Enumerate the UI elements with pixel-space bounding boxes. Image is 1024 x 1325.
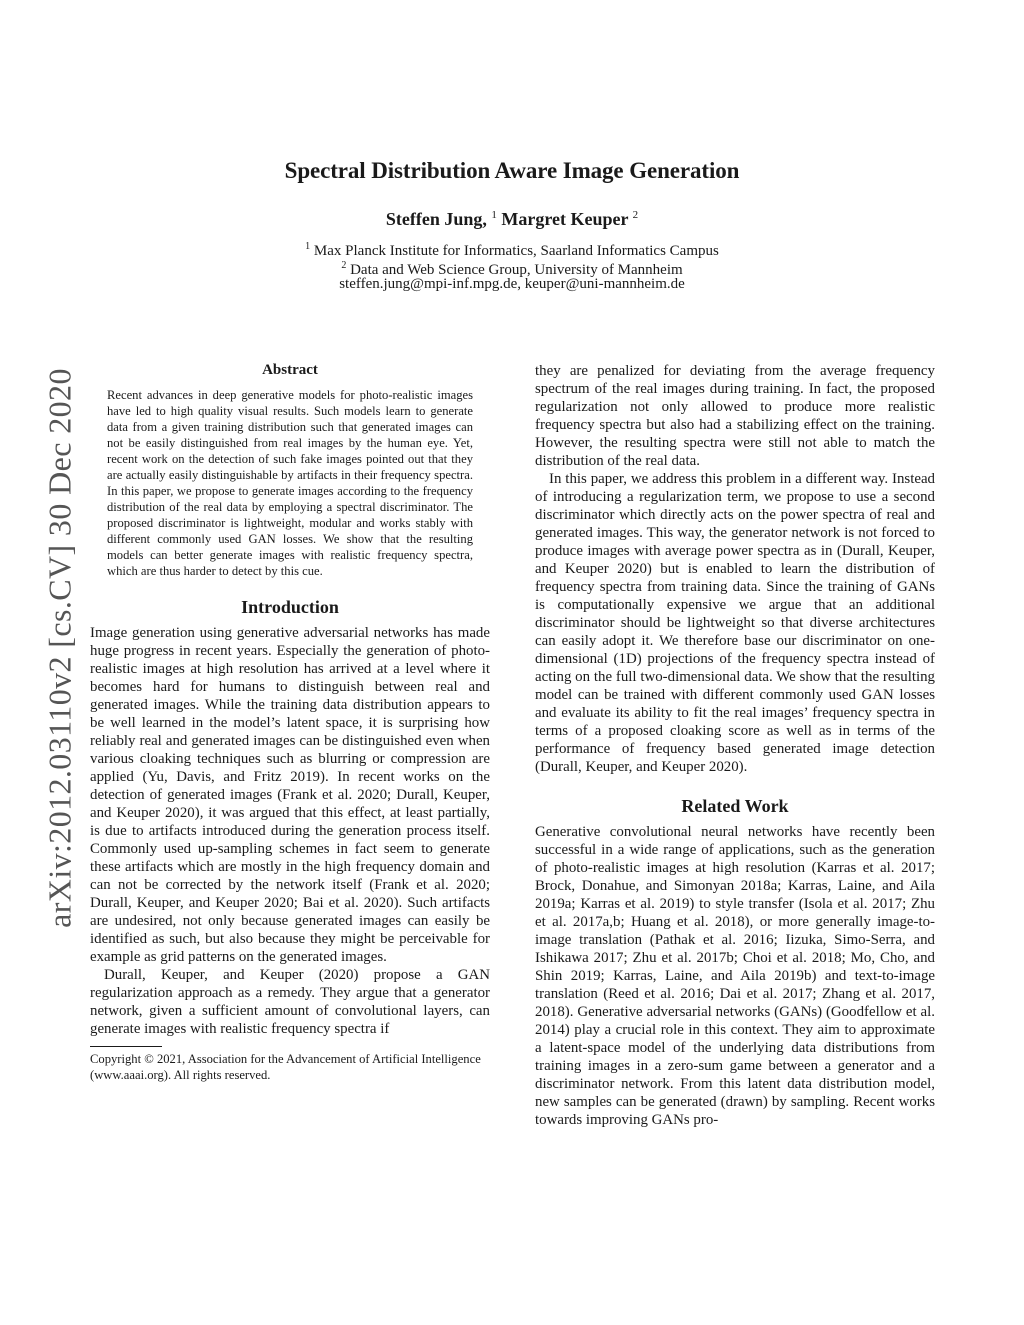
footnote-divider [90, 1046, 162, 1047]
affiliation-mark: 2 [341, 260, 347, 271]
paper-title: Spectral Distribution Aware Image Generation [284, 158, 740, 183]
right-column [535, 362, 935, 1129]
related-work-paragraph: Generative convolutional neural networks have recently been successful in a wide range of applications, such as the generation of photo-realistic images at high resolution (Karras et al. 2017; Brock, Donahue, and Simonyan 2018a; Karras, Laine, and Aila 2019a; Karras et al. 2019) to style transfer (Isola et al. 2017; Zhu et al. 2017a,b; Huang et al. 2018), or more generally image-to-image translation (Pathak et al. 2016; Iizuka, Simo-Serra, and Ishikawa 2017; Zhu et al. 2017b; Choi et al. 2018; Mo, Cho, and Shin 2019; Karras, Laine, and Aila 2019b) and text-to-image translation (Reed et al. 2016; Dai et al. 2017; Zhang et al. 2017, 2018). Generative adversarial networks (GANs) (Goodfellow et al. 2014) play a crucial role in this context. They aim to approximate a latent-space model of the underlying data distributions from training images in a zero-sum game between a generator and a discriminator network. From this latent data distribution model, new samples can be generated (drawn) by sampling. Recent works towards improving GANs pro- [535, 824, 935, 1128]
introduction-paragraph: In this paper, we address this problem in a different way. Instead of introducing a regularization term, we propose to use a second discriminator which directly acts on the power spectra of real and generated images. This way, the generator network is not forced to produce images with average power spectra as in (Durall, Keuper, and Keuper 2020) but is enabled to learn the distribution of frequency spectra from training data. Since the training of GANs is computationally expensive we argue that an additional discriminator should be lightweight so that diverse architectures can easily adopt it. We therefore base our discriminator on one-dimensional (1D) projections of the frequency spectra instead of acting on the full two-dimensional data. We show that the resulting model can be trained with different commonly used GAN losses and evaluate its ability to fit the real images’ frequency spectra in terms of a proposed cloaking score as well as in terms of the performance of frequency based generated image detection (Durall, Keuper, and Keuper 2020). [535, 471, 935, 775]
author-name: Steffen Jung, [385, 209, 487, 229]
left-column [90, 362, 490, 1083]
author-affiliation-mark: 1 [491, 209, 497, 221]
introduction-heading: Introduction [241, 597, 339, 617]
abstract-heading: Abstract [262, 362, 318, 378]
author-affiliation-mark: 2 [632, 209, 639, 221]
author-emails: steffen.jung@mpi-inf.mpg.de, keuper@uni-mannheim.de [339, 276, 685, 292]
abstract-text: Recent advances in deep generative models for photo-realistic images have led to high quality visual results. Such models learn to generate data from a given training distribution such that generated images can not be easily distinguished from real images by the human eye. Yet, recent work on the detection of such fake images pointed out that they are actually easily distinguishable by artifacts in their frequency spectra. In this paper, we propose to generate images according to the frequency distribution of the real data by employing a spectral discriminator. The proposed discriminator is lightweight, modular and works stably with different commonly used GAN losses. We show that the resulting models can better generate images with realistic frequency spectra, which are thus harder to detect by this cue. [107, 388, 473, 578]
arxiv-identifier: arXiv:2012.03110v2 [cs.CV] 30 Dec 2020 [41, 368, 78, 928]
related-work-heading: Related Work [681, 796, 789, 816]
introduction-paragraph: Image generation using generative adversarial networks has made huge progress in recent years. Especially the generation of photo-realistic images at high resolution has arrived at a level where it becomes hard for humans to distinguish between real and generated images. While the training data distribution appears to be well learned in the model’s latent space, it is surprising how reliably real and generated images can be distinguished even when various cloaking techniques such as blurring or compression are applied (Yu, Davis, and Fritz 2019). In recent works on the detection of generated images (Frank et al. 2020; Durall, Keuper, and Keuper 2020), it was argued that this effect, at least partially, is due to artifacts introduced during the generation process itself. Commonly used up-sampling schemes in fact seem to generate these artifacts which are mostly in the high frequency domain and can not be corrected by the network itself (Frank et al. 2020; Durall, Keuper, and Keuper 2020; Bai et al. 2020). Such artifacts are undesired, not only because generated images can easily be identified as such, but also because they might be perceivable for example as grid patterns on the generated images. [90, 625, 490, 965]
author-name: Margret Keuper [501, 209, 629, 229]
affiliation-text: Max Planck Institute for Informatics, Saarland Informatics Campus [313, 243, 719, 259]
affiliation-text: Data and Web Science Group, University of Mannheim [350, 262, 683, 278]
introduction-paragraph: they are penalized for deviating from the average frequency spectrum of the real images during training. In fact, the proposed regularization not only allowed to produce more realistic frequency spectra but also had a stabilizing effect on the training. However, the resulting spectra were still not able to match the distribution of the real data. [535, 363, 935, 469]
copyright-footnote: Copyright © 2021, Association for the Advancement of Artificial Intelligence (www.aaai.org). All rights reserved. [90, 1052, 481, 1082]
author-list [0, 209, 1024, 230]
affiliation-mark: 1 [305, 241, 311, 252]
introduction-paragraph: Durall, Keuper, and Keuper (2020) propose a GAN regularization approach as a remedy. They argue that a generator network, given a sufficient amount of convolutional layers, can generate images with realistic frequency spectra if [90, 967, 490, 1037]
